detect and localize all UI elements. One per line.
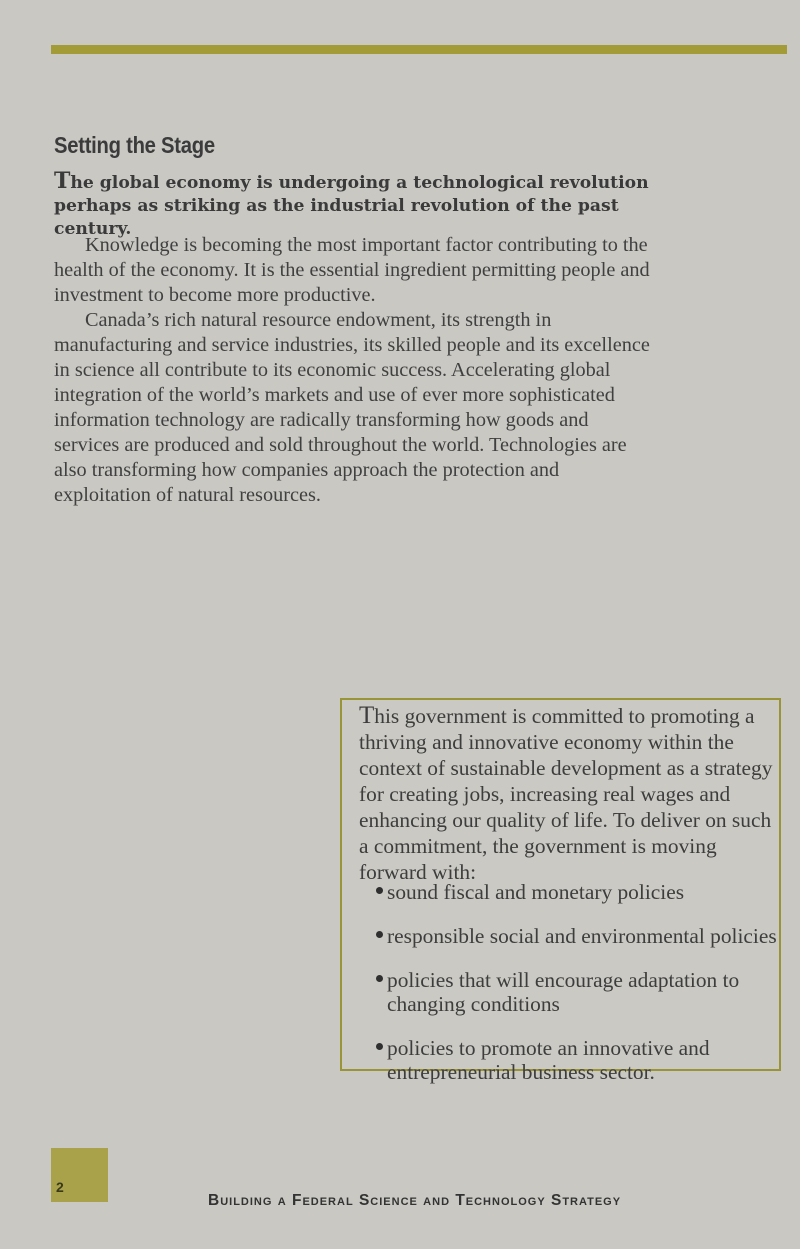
list-item	[359, 880, 779, 904]
body-paragraph-1: Knowledge is becoming the most important factor contributing to the health of the economy. It is the essential ingredient permitting people and investment to become more productive.	[54, 234, 650, 306]
bullet-icon	[376, 931, 383, 938]
lead-text: he global economy is undergoing a technological revolution perhaps as striking as the industrial revolution of the past century.	[54, 173, 649, 239]
callout-intro	[359, 703, 779, 885]
list-item	[359, 924, 779, 948]
footer-title: Building a Federal Science and Technology Strategy	[208, 1192, 622, 1209]
callout-dropcap: T	[359, 702, 375, 729]
section-heading: Setting the Stage	[54, 132, 215, 158]
page-number: 2	[56, 1179, 64, 1195]
bullet-icon	[376, 975, 383, 982]
lead-dropcap: T	[54, 168, 71, 194]
callout-intro-text: his government is committed to promoting a thriving and innovative economy within the context of sustainable development as a strategy for creating jobs, increasing real wages and enhancing our quality of life. To deliver on such a commitment, the government is moving forward with:	[359, 704, 773, 884]
list-item	[359, 968, 779, 1016]
lead-paragraph	[54, 170, 654, 241]
list-item-text: responsible social and environmental policies	[387, 924, 777, 948]
body-paragraph-2: Canada’s rich natural resource endowment, its strength in manufacturing and service industries, its skilled people and its excellence in science all contribute to its economic success. Accelerating global integration of the world’s markets and use of ever more sophisticated information technology are radically transforming how goods and services are produced and sold throughout the world. Technologies are also transforming how companies approach the protection and exploitation of natural resources.	[54, 309, 650, 506]
callout-box	[340, 698, 781, 1084]
bullet-icon	[376, 1043, 383, 1050]
top-rule	[51, 45, 787, 54]
bullet-icon	[376, 887, 383, 894]
list-item	[359, 1036, 779, 1084]
callout-bullet-list	[359, 880, 779, 1104]
list-item-text: policies that will encourage adaptation to changing conditions	[387, 968, 740, 1016]
list-item-text: sound fiscal and monetary policies	[387, 880, 685, 904]
list-item-text: policies to promote an innovative and entrepreneurial business sector.	[387, 1036, 710, 1084]
